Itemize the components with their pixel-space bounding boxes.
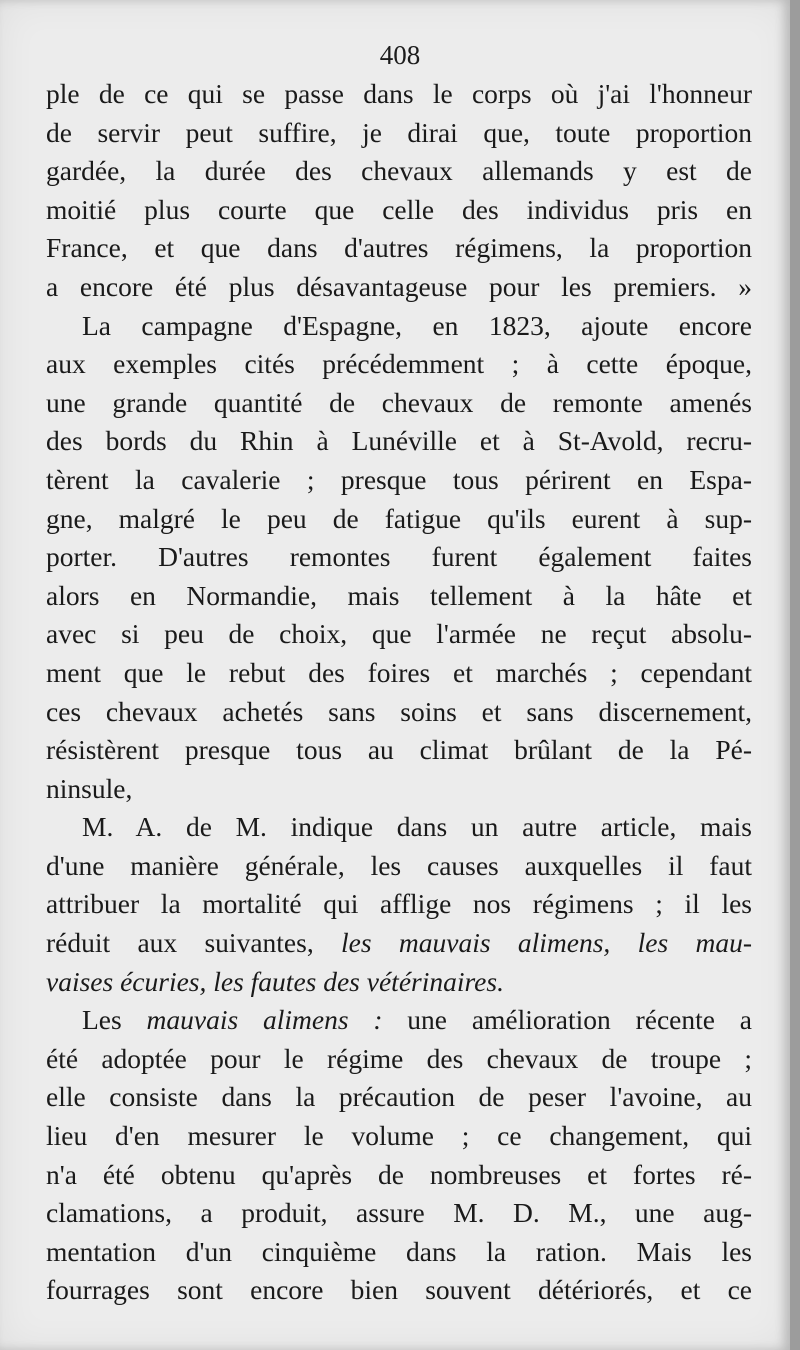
text-line bbox=[46, 191, 752, 230]
text-line-content: porter. D'autres remontes furent également faites bbox=[46, 541, 752, 573]
text-line-content: résistèrent presque tous au climat brûlant de la Pé- bbox=[46, 734, 752, 766]
text-line bbox=[46, 1078, 752, 1117]
text-line-content: moitié plus courte que celle des individus pris en bbox=[46, 193, 752, 225]
text-line-content: aux exemples cités précédemment ; à cette époque, bbox=[46, 348, 752, 380]
page-number: 408 bbox=[379, 40, 421, 70]
text-line-content: alors en Normandie, mais tellement à la hâte et bbox=[46, 579, 752, 611]
text-line bbox=[46, 885, 752, 924]
text-line-content: vaises écuries, les fautes des vétérinaires. bbox=[46, 965, 504, 997]
text-line bbox=[46, 500, 752, 539]
text-line-content: fourrages sont encore bien souvent détériorés, et ce bbox=[46, 1274, 752, 1306]
text-line bbox=[46, 461, 752, 500]
text-line-content: ment que le rebut des foires et marchés ; cependant bbox=[46, 656, 752, 688]
page-edge bbox=[790, 0, 800, 1350]
text-line-content: avec si peu de choix, que l'armée ne reçut absolu- bbox=[46, 618, 752, 650]
text-line bbox=[46, 422, 752, 461]
text-line-content: Les bbox=[82, 1004, 147, 1036]
text-line-content: ces chevaux achetés sans soins et sans discernement, bbox=[46, 695, 752, 727]
text-line bbox=[46, 924, 752, 963]
text-line bbox=[46, 1194, 752, 1233]
text-line bbox=[46, 538, 752, 577]
text-line-content: une grande quantité de chevaux de remonte amenés bbox=[46, 386, 752, 418]
text-line bbox=[46, 731, 752, 770]
text-line-italic: mauvais alimens : bbox=[146, 1004, 383, 1036]
text-line bbox=[46, 75, 752, 114]
text-line bbox=[46, 1117, 752, 1156]
text-line-content: n'a été obtenu qu'après de nombreuses et fortes ré- bbox=[46, 1158, 752, 1190]
text-line bbox=[46, 307, 752, 346]
text-line-content: gne, malgré le peu de fatigue qu'ils eurent à sup- bbox=[46, 502, 752, 534]
text-line-content: mentation d'un cinquième dans la ration. Mais les bbox=[46, 1235, 752, 1267]
text-line bbox=[46, 345, 752, 384]
text-line-content: M. A. de M. indique dans un autre article, mais bbox=[82, 811, 752, 843]
text-line-content: La campagne d'Espagne, en 1823, ajoute encore bbox=[82, 309, 752, 341]
text-line-content: attribuer la mortalité qui afflige nos régimens ; il les bbox=[46, 888, 752, 920]
text-line bbox=[46, 808, 752, 847]
text-line bbox=[46, 384, 752, 423]
text-line-content: tèrent la cavalerie ; presque tous périrent en Espa- bbox=[46, 463, 752, 495]
text-line-content: réduit aux suivantes, bbox=[46, 927, 342, 959]
text-line bbox=[46, 229, 752, 268]
text-line bbox=[46, 1156, 752, 1195]
text-line-content: ple de ce qui se passe dans le corps où j'ai l'honneur bbox=[46, 78, 752, 109]
text-line bbox=[46, 1233, 752, 1272]
text-line-content: lieu d'en mesurer le volume ; ce changement, qui bbox=[46, 1120, 752, 1152]
text-line bbox=[46, 770, 752, 809]
text-line-content: été adoptée pour le régime des chevaux de troupe ; bbox=[46, 1042, 752, 1074]
text-line bbox=[46, 268, 752, 307]
text-line-content: des bords du Rhin à Lunéville et à St-Avold, recru- bbox=[46, 425, 752, 457]
text-line-content: de servir peut suffire, je dirai que, toute proportion bbox=[46, 116, 752, 148]
text-line-content: clamations, a produit, assure M. D. M., une aug- bbox=[46, 1197, 752, 1229]
text-line bbox=[46, 963, 752, 1002]
text-line-content: d'une manière générale, les causes auxquelles il faut bbox=[46, 849, 752, 881]
text-line-content: a encore été plus désavantageuse pour les premiers. » bbox=[46, 270, 752, 302]
text-line bbox=[46, 847, 752, 886]
text-line-italic: les mauvais alimens, les mau- bbox=[341, 927, 752, 959]
text-line bbox=[46, 654, 752, 693]
text-line bbox=[46, 693, 752, 732]
body-text bbox=[46, 75, 752, 1310]
text-line bbox=[46, 1001, 752, 1040]
text-line-content: France, et que dans d'autres régimens, la proportion bbox=[46, 232, 752, 264]
text-line bbox=[46, 615, 752, 654]
text-line-content: ninsule, bbox=[46, 772, 133, 804]
text-line bbox=[46, 1040, 752, 1079]
text-line bbox=[46, 1271, 752, 1310]
text-line-content: elle consiste dans la précaution de peser l'avoine, au bbox=[46, 1081, 752, 1113]
text-line-content: gardée, la durée des chevaux allemands y est de bbox=[46, 155, 752, 187]
text-line bbox=[46, 152, 752, 191]
text-line bbox=[46, 114, 752, 153]
text-line-rest: une amélioration récente a bbox=[382, 1004, 752, 1036]
text-line bbox=[46, 577, 752, 616]
